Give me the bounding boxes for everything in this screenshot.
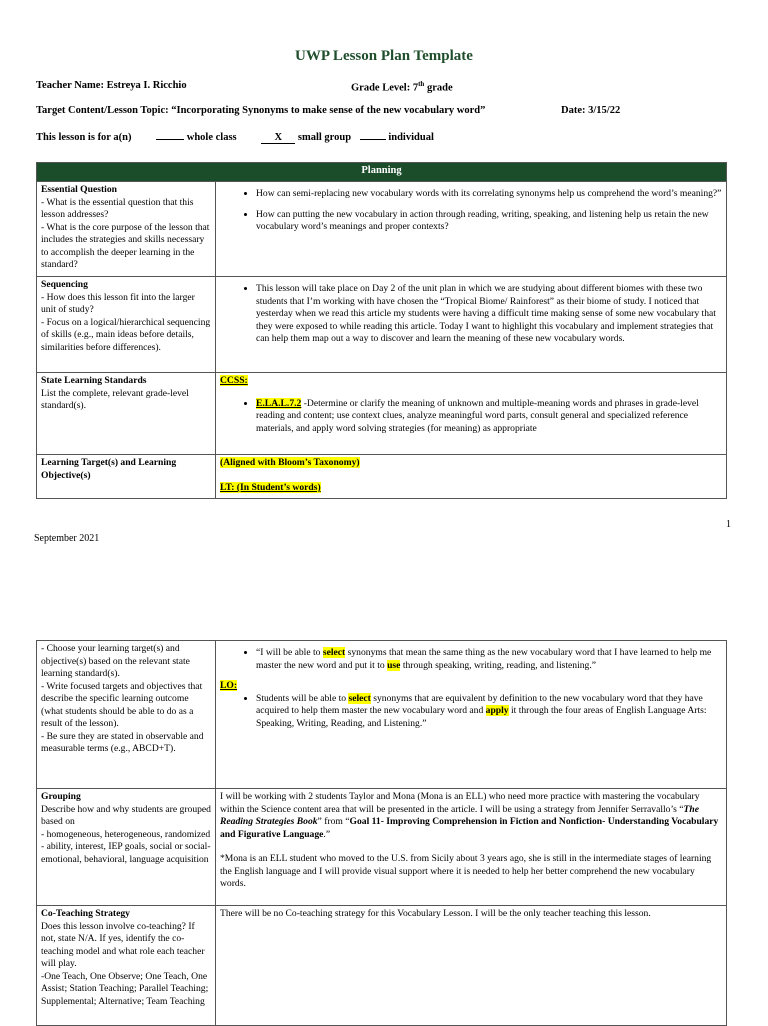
- lesson-date: Date: 3/15/22: [561, 105, 621, 116]
- state-standards-cell: State Learning Standards List the complete, relevant grade-level standard(s).: [37, 373, 216, 455]
- essential-question-content: • How can semi-replacing new vocabulary words with its correlating synonyms help us comprehend the word’s meaning?” • How can putting the new vocabulary in action through reading, writing, speaking, and listening help us retain the new vocabulary word’s meanings and proper contexts?: [216, 182, 727, 277]
- small-group-mark: X: [261, 132, 295, 144]
- co-teaching-cell: Co-Teaching Strategy Does this lesson involve co-teaching? If not, state N/A. If yes, identify the co-teaching model and what role each teacher will play. -One Teach, One Observe; One Teach, One Assist; Station Teaching; Parallel Teaching; Supplemental; Alternative; Team Teaching: [37, 906, 216, 1026]
- state-standards-content: CCSS: • E.LA.L.7.2 -Determine or clarify the meaning of unknown and multiple-meaning words and phrases in grade-level reading and content; use context clues, analyze meaningful word parts, consult general and specialized reference materials, and apply word solving strategies (for meaning) as appropriate: [216, 373, 727, 455]
- learning-target-cell: Learning Target(s) and Learning Objective(s): [37, 455, 216, 499]
- learning-target-desc-cell: - Choose your learning target(s) and objective(s) based on the relevant state learning standard(s). - Write focused targets and objectives that describe the specific learning outcome (what students should be able to do as a result of the lesson). - Be sure they are stated in observable and measurable terms (e.g., ABCD+T).: [37, 641, 216, 789]
- lesson-topic: Target Content/Lesson Topic: “Incorporating Synonyms to make sense of the new vocabulary word”: [36, 105, 486, 116]
- standard-code: E.LA.L.7.2: [256, 397, 302, 409]
- lesson-for: This lesson is for a(n) whole class X small group individual: [36, 132, 434, 143]
- planning-table: [36, 162, 727, 499]
- planning-table-continued: [36, 640, 727, 1026]
- essential-question-cell: Essential Question - What is the essential question that this lesson addresses? - What is the core purpose of the lesson that includes the strategies and skills necessary to accomplish the deeper learning in the standard?: [37, 182, 216, 277]
- page-title: UWP Lesson Plan Template: [295, 48, 473, 64]
- planning-header: Planning: [37, 163, 727, 182]
- grade-level: Grade Level: 7th grade: [351, 80, 453, 94]
- grouping-content: I will be working with 2 students Taylor and Mona (Mona is an ELL) who need more practice with mastering the vocabulary within the Science content area that will be presented in the article. I will be using a strategy from Jennifer Serravallo’s “The Reading Strategies Book” from “Goal 11- Improving Comprehension in Fiction and Nonfiction- Understanding Vocabulary and Figurative Language.” *Mona is an ELL student who moved to the U.S. from Sicily about 3 years ago, she is still in the intermediate stages of learning the English language and I will provide visual support where it is needed to help her better comprehend the new vocabulary words.: [216, 789, 727, 906]
- page-number: 1: [726, 519, 731, 530]
- sequencing-cell: Sequencing - How does this lesson fit into the larger unit of study? - Focus on a logical/hierarchical sequencing of skills (e.g., main ideas before details, similarities before differences).: [37, 277, 216, 373]
- learning-target-lt-lo: • “I will be able to select synonyms that mean the same thing as the new vocabulary word that I have learned to help me master the new word and put it to use through speaking, writing, reading, and listening.” LO: • Students will be able to select synonyms that are equivalent by definition to the new vocabulary word that they have acquired to help them master the new vocabulary word and apply it through the four areas of English Language Arts: Speaking, Writing, Reading, and Listening.”: [216, 641, 727, 789]
- learning-target-content: (Aligned with Bloom’s Taxonomy) LT: (In Student’s words): [216, 455, 727, 499]
- sequencing-content: • This lesson will take place on Day 2 of the unit plan in which we are studying about different biomes with these two students that I’m working with have chosen the “Tropical Biome/ Rainforest” as their biome of study. I noticed that yesterday when we read this article my students were having a difficult time making sense of some new vocabulary that they were exposed to while reading this article. Today I want to highlight this vocabulary and implement strategies that can help them map out a way to discover and learn the meaning of these new vocabulary words.: [216, 277, 727, 373]
- teacher-name: Teacher Name: Estreya I. Ricchio: [36, 80, 187, 91]
- footer-date: September 2021: [34, 533, 100, 544]
- co-teaching-content: There will be no Co-teaching strategy for this Vocabulary Lesson. I will be the only teacher teaching this lesson.: [216, 906, 727, 1026]
- grouping-cell: Grouping Describe how and why students are grouped based on - homogeneous, heterogeneous, randomized - ability, interest, IEP goals, social or social-emotional, behavioral, language acquisition: [37, 789, 216, 906]
